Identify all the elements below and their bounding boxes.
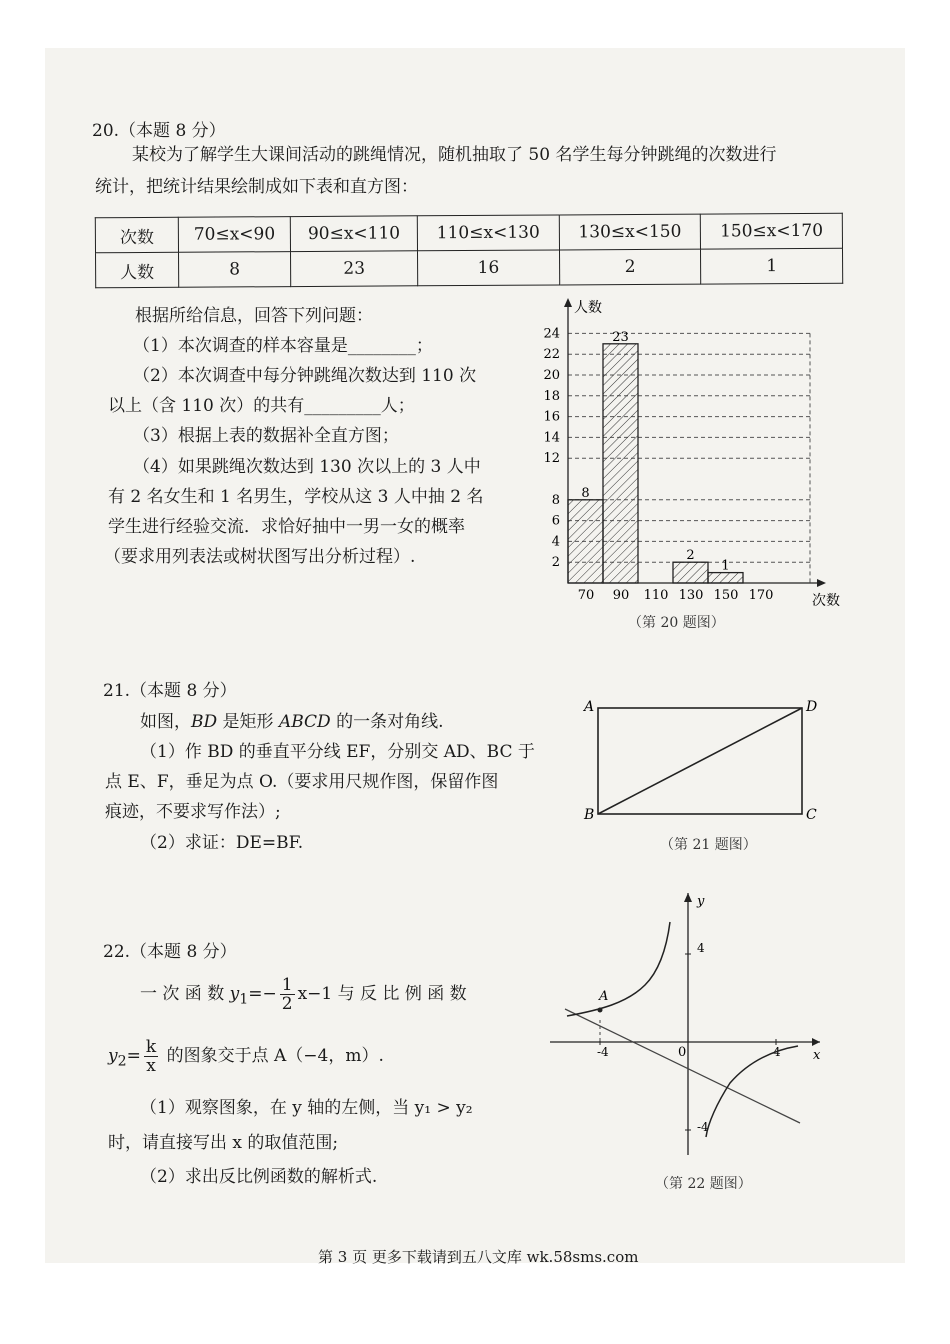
y-tick-label: 18 bbox=[543, 388, 560, 404]
q22-line5: （2）求出反比例函数的解析式. bbox=[140, 1167, 378, 1187]
point-a-label: A bbox=[599, 989, 609, 1004]
tick-label: 4 bbox=[773, 1045, 781, 1059]
bar-value-label: 1 bbox=[721, 558, 730, 574]
bar-value-label: 2 bbox=[686, 548, 695, 564]
bar-value-label: 23 bbox=[612, 329, 629, 345]
y-axis-title: 人数 bbox=[574, 300, 602, 316]
y-tick-label: 14 bbox=[543, 430, 560, 446]
y-axis-arrow bbox=[684, 893, 692, 902]
diagonal-bd bbox=[598, 708, 802, 814]
table-cell: 130≤x<150 bbox=[559, 214, 701, 250]
table-cell: 人数 bbox=[96, 252, 179, 288]
hyperbola-right-branch bbox=[706, 1046, 798, 1137]
tick-label: -4 bbox=[597, 1045, 609, 1059]
q20-header: 20.（本题 8 分） bbox=[92, 121, 226, 141]
y-tick-label: 8 bbox=[551, 492, 560, 508]
table-cell: 150≤x<170 bbox=[701, 213, 843, 249]
table-cell: 次数 bbox=[95, 217, 178, 253]
histogram-bar bbox=[708, 573, 743, 583]
q22-line3: （1）观察图象，在 y 轴的左侧，当 y₁ > y₂ bbox=[140, 1098, 473, 1118]
tick-label: 4 bbox=[697, 941, 705, 955]
y-axis-arrow bbox=[564, 298, 572, 307]
q21-line1: 如图，BD 是矩形 ABCD 的一条对角线. bbox=[140, 712, 444, 732]
q21-line5: （2）求证：DE=BF. bbox=[140, 833, 304, 853]
y-tick-label: 16 bbox=[543, 409, 560, 425]
histogram-bar bbox=[673, 562, 708, 583]
q21-line4: 痕迹，不要求写作法）; bbox=[105, 802, 281, 822]
intersection-point-a bbox=[598, 1008, 603, 1013]
y-axis-label: y bbox=[697, 894, 705, 909]
y-tick-label: 22 bbox=[543, 347, 560, 363]
q21-line2: （1）作 BD 的垂直平分线 EF，分别交 AD、BC 于 bbox=[140, 742, 535, 762]
q22-line1: 一 次 函 数 $y_1=-$ $\frac{1}{2}$ x−1 与 反 比 例 函 数 bbox=[140, 975, 467, 1014]
table-cell: 110≤x<130 bbox=[417, 215, 559, 251]
x-axis-label: x bbox=[813, 1048, 821, 1063]
q20-part2-line2: 以上（含 110 次）的共有_________人； bbox=[108, 396, 415, 416]
table-cell: 2 bbox=[559, 249, 701, 285]
table-cell: 23 bbox=[291, 251, 418, 287]
histogram-chart bbox=[520, 290, 860, 610]
table-cell: 16 bbox=[418, 250, 560, 286]
q20-part4-line1: （4）如果跳绳次数达到 130 次以上的 3 人中 bbox=[133, 457, 481, 477]
q22-header: 22.（本题 8 分） bbox=[103, 942, 237, 962]
vertex-label-b: B bbox=[584, 807, 595, 823]
table-cell: 70≤x<90 bbox=[178, 217, 290, 253]
q20-intro-line2: 统计，把统计结果绘制成如下表和直方图： bbox=[95, 177, 418, 197]
q20-part4-line3: 学生进行经验交流．求恰好抽中一男一女的概率 bbox=[108, 517, 465, 537]
x-tick-label: 90 bbox=[612, 588, 630, 603]
q20-figure-caption: （第 20 题图） bbox=[628, 615, 725, 631]
x-tick-label: 130 bbox=[678, 588, 704, 603]
q20-part4-line2: 有 2 名女生和 1 名男生，学校从这 3 人中抽 2 名 bbox=[108, 487, 484, 507]
y-tick-label: 20 bbox=[543, 368, 560, 383]
vertex-label-d: D bbox=[806, 699, 818, 715]
q20-part3: （3）根据上表的数据补全直方图； bbox=[133, 426, 399, 446]
table-cell: 1 bbox=[701, 248, 843, 284]
q20-part2-line1: （2）本次调查中每分钟跳绳次数达到 110 次 bbox=[133, 366, 477, 386]
q20-part4-line4: （要求用列表法或树状图写出分析过程）. bbox=[104, 547, 416, 567]
q21-figure-caption: （第 21 题图） bbox=[660, 837, 757, 853]
table-cell: 90≤x<110 bbox=[290, 216, 417, 252]
x-tick-label: 110 bbox=[643, 588, 669, 603]
histogram-bar bbox=[603, 344, 638, 583]
histogram-bar bbox=[568, 500, 603, 583]
x-tick-label: 150 bbox=[713, 588, 739, 603]
x-tick-label: 170 bbox=[748, 588, 774, 603]
linear-function-line bbox=[565, 1009, 800, 1123]
bar-value-label: 8 bbox=[581, 485, 590, 501]
y-tick-label: 12 bbox=[543, 451, 560, 467]
x-axis-arrow bbox=[817, 579, 826, 587]
table-row bbox=[95, 213, 842, 253]
function-graph bbox=[545, 885, 835, 1165]
y-tick-label: 24 bbox=[543, 326, 560, 342]
q21-header: 21.（本题 8 分） bbox=[103, 681, 237, 701]
y-tick-label: 4 bbox=[551, 534, 560, 550]
vertex-label-a: A bbox=[584, 699, 595, 715]
q20-lead: 根据所给信息，回答下列问题： bbox=[135, 306, 373, 326]
x-axis-arrow bbox=[812, 1038, 820, 1046]
origin-label: 0 bbox=[678, 1045, 687, 1060]
q20-part1: （1）本次调查的样本容量是________； bbox=[133, 336, 433, 356]
q20-intro-line1: 某校为了解学生大课间活动的跳绳情况，随机抽取了 50 名学生每分钟跳绳的次数进行 bbox=[132, 145, 777, 165]
q22-line2: $y_2=$ $\frac{k}{x}$ 的图象交于点 A（−4，m）. bbox=[108, 1037, 384, 1076]
tick-label: -4 bbox=[697, 1120, 709, 1134]
hyperbola-left-branch bbox=[567, 922, 670, 1016]
x-axis-title: 次数 bbox=[812, 593, 840, 609]
rectangle-figure bbox=[580, 695, 825, 827]
x-tick-label: 70 bbox=[577, 588, 595, 603]
table-row bbox=[96, 248, 843, 288]
q21-line3: 点 E、F，垂足为点 O.（要求用尺规作图，保留作图 bbox=[105, 772, 499, 792]
y-tick-label: 6 bbox=[551, 513, 560, 529]
frequency-table bbox=[95, 213, 843, 289]
page-footer: 第 3 页 更多下载请到五八文库 wk.58sms.com bbox=[318, 1248, 639, 1266]
q22-line4: 时，请直接写出 x 的取值范围; bbox=[108, 1133, 339, 1153]
q22-figure-caption: （第 22 题图） bbox=[655, 1176, 752, 1192]
y-tick-label: 2 bbox=[551, 555, 560, 571]
vertex-label-c: C bbox=[806, 807, 817, 823]
table-cell: 8 bbox=[179, 252, 291, 288]
